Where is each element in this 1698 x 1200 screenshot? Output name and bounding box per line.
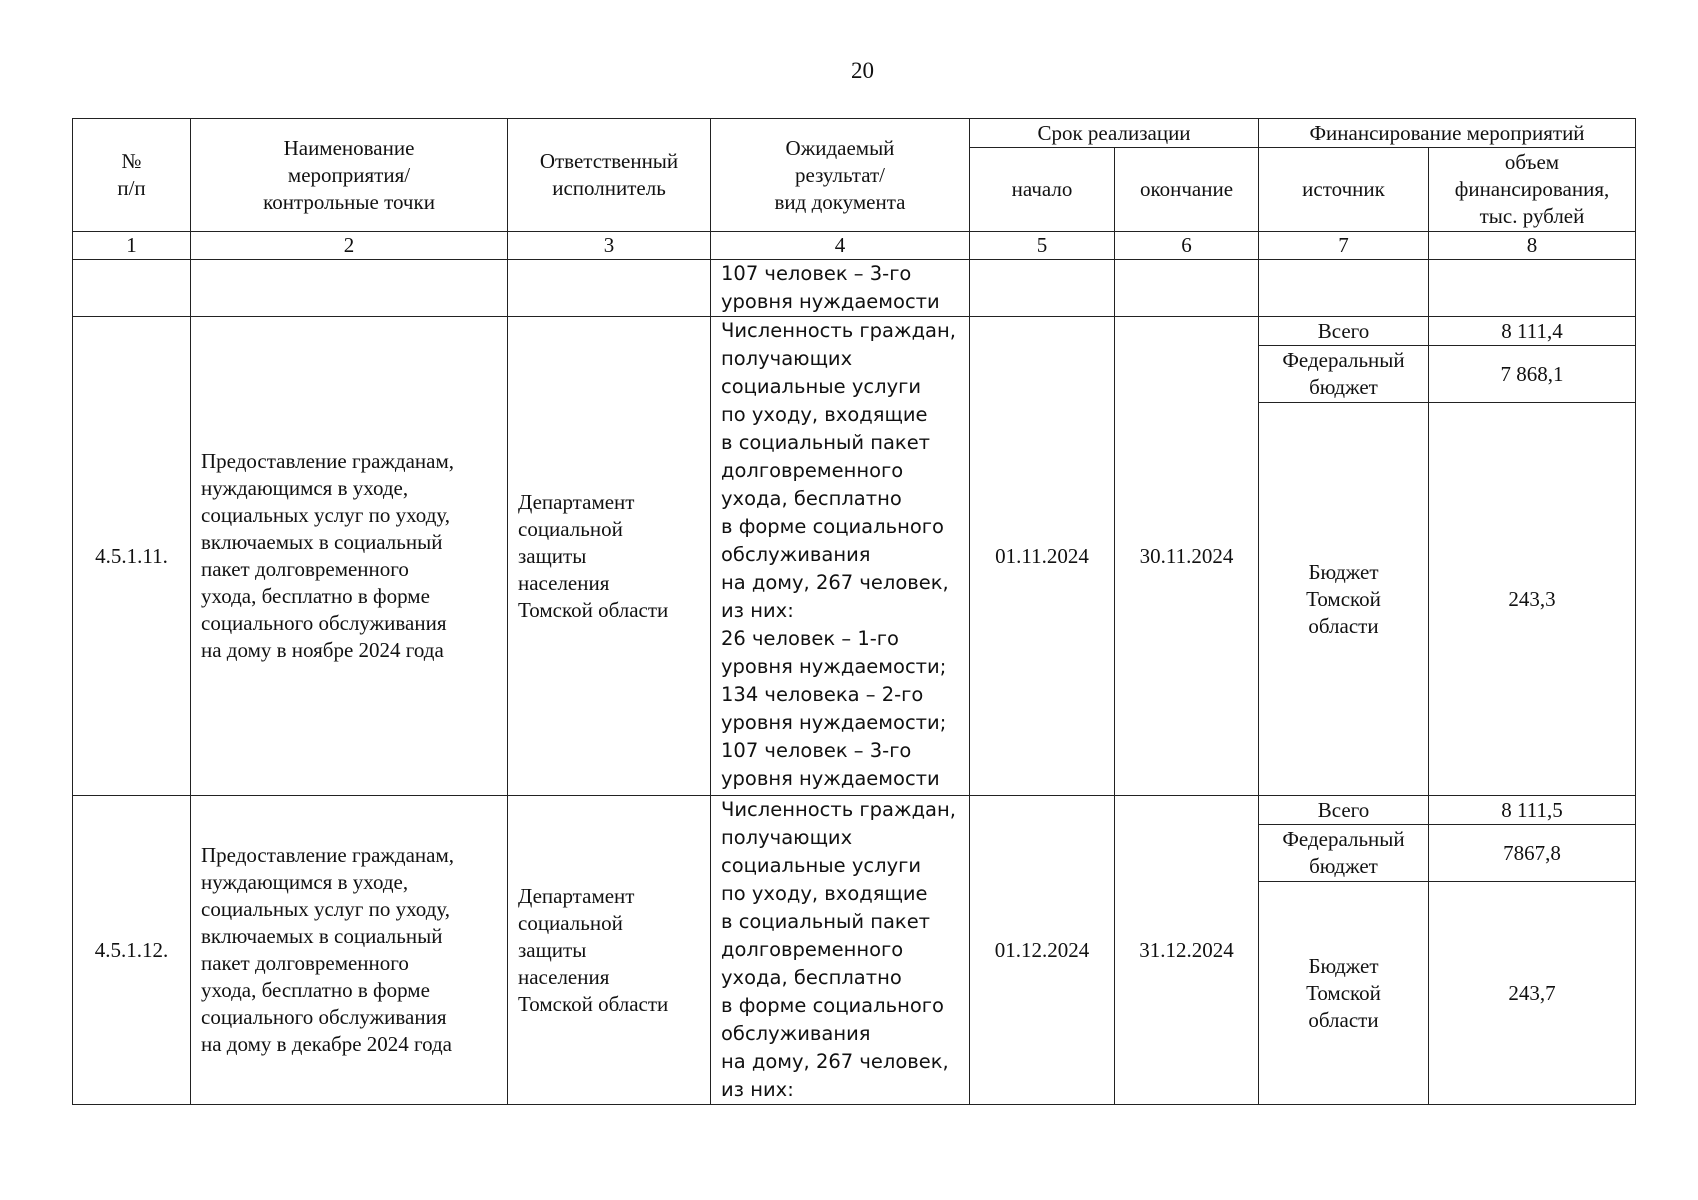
header-executor: Ответственный исполнитель: [508, 119, 711, 232]
funding-source-federal: Федеральный бюджет: [1259, 825, 1429, 882]
header-name: Наименование мероприятия/ контрольные точки: [191, 119, 508, 232]
row-name: Предоставление гражданам, нуждающимся в уходе, социальных услуг по уходу, включаемых в социальный пакет долговременного ухода, бесплатно в форме социального обслуживания на дому в декабре 2024 года: [191, 796, 508, 1105]
column-number: 8: [1429, 232, 1636, 260]
column-number: 7: [1259, 232, 1429, 260]
header-finance-group: Финансирование мероприятий: [1259, 119, 1636, 148]
row-name: Предоставление гражданам, нуждающимся в уходе, социальных услуг по уходу, включаемых в социальный пакет долговременного ухода, бесплатно в форме социального обслуживания на дому в ноябре 2024 года: [191, 317, 508, 796]
column-number: 5: [970, 232, 1115, 260]
column-number: 3: [508, 232, 711, 260]
funding-source-regional: Бюджет Томской области: [1259, 882, 1429, 1105]
funding-amount-regional: 243,3: [1429, 403, 1636, 796]
continuation-result: 107 человек – 3-го уровня нуждаемости: [711, 260, 970, 317]
funding-source-regional: Бюджет Томской области: [1259, 403, 1429, 796]
column-number: 4: [711, 232, 970, 260]
header-term-start: начало: [970, 148, 1115, 232]
funding-amount-federal: 7 868,1: [1429, 346, 1636, 403]
funding-amount-total: 8 111,5: [1429, 796, 1636, 825]
funding-source-federal: Федеральный бюджет: [1259, 346, 1429, 403]
table-row: [73, 317, 1636, 346]
events-table: [72, 118, 1636, 1105]
funding-amount-total: 8 111,4: [1429, 317, 1636, 346]
row-end-date: 30.11.2024: [1115, 317, 1259, 796]
header-term-group: Срок реализации: [970, 119, 1259, 148]
header-finance-source: источник: [1259, 148, 1429, 232]
row-end-date: 31.12.2024: [1115, 796, 1259, 1105]
row-executor: Департамент социальной защиты населения Томской области: [508, 796, 711, 1105]
header-result: Ожидаемый результат/ вид документа: [711, 119, 970, 232]
continuation-row: [73, 260, 1636, 317]
column-number: 1: [73, 232, 191, 260]
column-number: 2: [191, 232, 508, 260]
row-start-date: 01.11.2024: [970, 317, 1115, 796]
row-executor: Департамент социальной защиты населения Томской области: [508, 317, 711, 796]
row-start-date: 01.12.2024: [970, 796, 1115, 1105]
funding-amount-federal: 7867,8: [1429, 825, 1636, 882]
row-number: 4.5.1.11.: [73, 317, 191, 796]
header-finance-volume: объем финансирования, тыс. рублей: [1429, 148, 1636, 232]
page-number: 20: [851, 58, 874, 83]
column-number-row: [73, 232, 1636, 260]
row-result: Численность граждан, получающих социальные услуги по уходу, входящие в социальный пакет долговременного ухода, бесплатно в форме социального обслуживания на дому, 267 человек, из них: 26 человек – 1-го уровня нуждаемости; 134 человека – 2-го уровня нуждаемости; 107 человек – 3-го уровня нуждаемости: [711, 317, 970, 796]
row-number: 4.5.1.12.: [73, 796, 191, 1105]
header-number: № п/п: [73, 119, 191, 232]
funding-source-total: Всего: [1259, 796, 1429, 825]
row-result: Численность граждан, получающих социальные услуги по уходу, входящие в социальный пакет долговременного ухода, бесплатно в форме социального обслуживания на дому, 267 человек, из них:: [711, 796, 970, 1105]
table-row: [73, 796, 1636, 825]
funding-amount-regional: 243,7: [1429, 882, 1636, 1105]
column-number: 6: [1115, 232, 1259, 260]
funding-source-total: Всего: [1259, 317, 1429, 346]
header-term-end: окончание: [1115, 148, 1259, 232]
